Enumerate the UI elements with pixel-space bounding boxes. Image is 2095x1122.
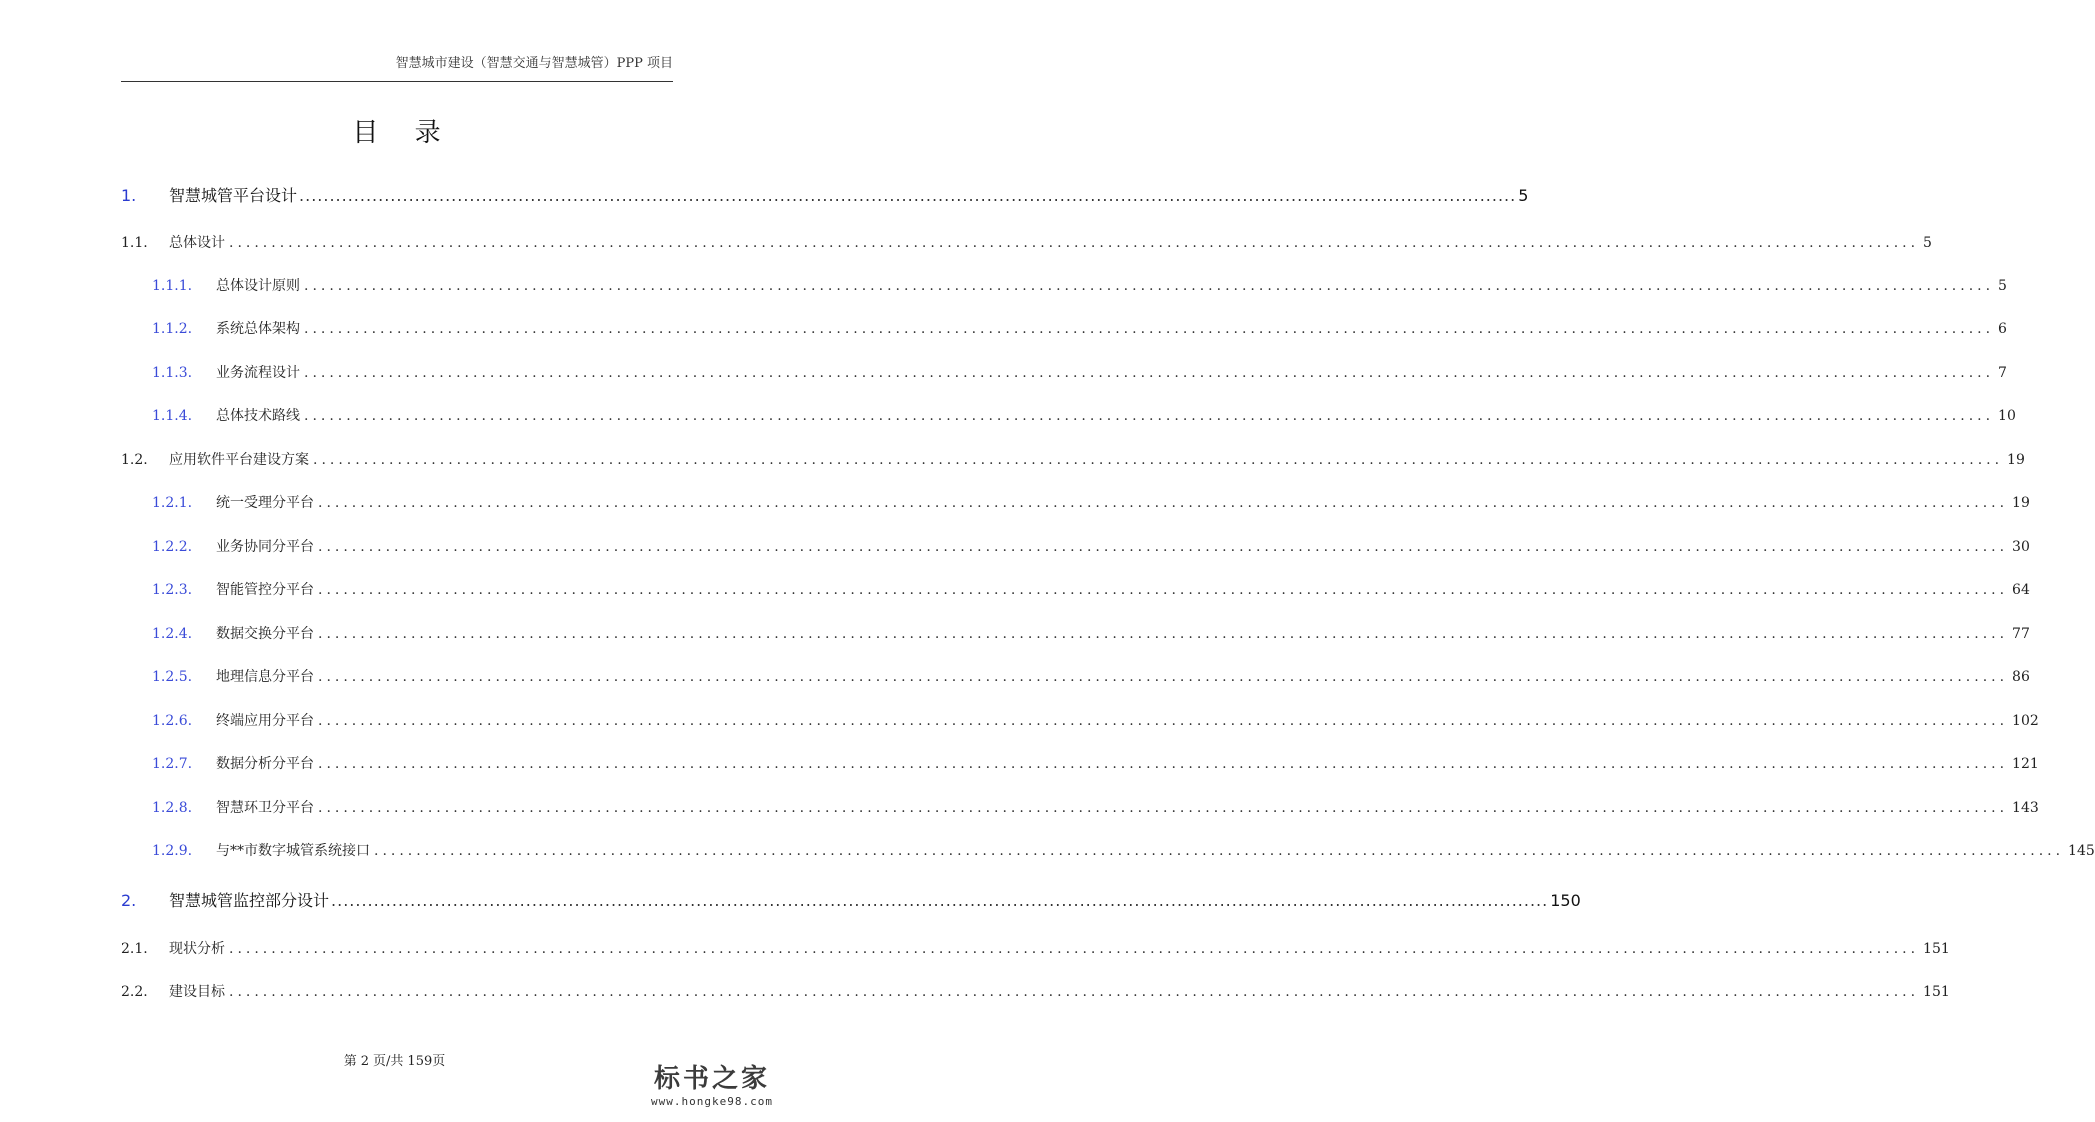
toc-entry-page: 143: [2012, 800, 2039, 816]
toc-entry-label: 总体设计原则: [216, 278, 300, 294]
toc-entry-number: 1.1.3.: [152, 365, 193, 381]
footer-prefix: 第: [343, 1054, 357, 1069]
toc-entry-label: 数据交换分平台: [216, 626, 314, 642]
toc-entry-label: 业务流程设计: [216, 365, 300, 381]
footer-current-page: 2: [360, 1054, 370, 1069]
toc-entry-level1[interactable]: [121, 183, 1529, 206]
toc-entry-label: 总体技术路线: [216, 408, 300, 424]
page-header: 智慧城市建设（智慧交通与智慧城管）PPP 项目: [395, 56, 673, 71]
toc-entry-number: 1.1.4.: [152, 408, 193, 424]
toc-entry-number: 2.: [121, 891, 137, 910]
toc-entry-label: 智慧环卫分平台: [216, 800, 314, 816]
toc-entry-label: 总体设计: [169, 235, 225, 251]
toc-entry-label: 系统总体架构: [216, 321, 300, 337]
toc-entry-page: 5: [1998, 278, 2007, 294]
toc-entry-level3[interactable]: [152, 623, 2030, 643]
toc-entry-level3[interactable]: [152, 797, 2039, 817]
footer-middle: 页/共: [373, 1054, 404, 1069]
toc-entry-number: 1.2.2.: [152, 539, 193, 555]
toc-entry-number: 1.2.9.: [152, 843, 193, 859]
toc-entry-level2[interactable]: [121, 981, 1950, 1001]
toc-dot-leader: ........................................................................................................................................................................................................: [229, 235, 1920, 251]
toc-entry-level3[interactable]: [152, 492, 2030, 512]
toc-entry-page: 7: [1998, 365, 2007, 381]
toc-entry-label: 应用软件平台建设方案: [169, 452, 309, 468]
watermark: [637, 1058, 787, 1108]
toc-entry-label: 智慧城管平台设计: [169, 186, 298, 205]
toc-entry-page: 77: [2012, 626, 2030, 642]
toc-dot-leader: ........................................................................................................................................................................................................: [318, 539, 2009, 555]
toc-dot-leader: ........................................................................................................................................................................................................: [318, 713, 2009, 729]
toc-entry-level3[interactable]: [152, 318, 2007, 338]
header-rule: [121, 81, 673, 82]
toc-entry-page: 145: [2068, 843, 2095, 859]
toc-dot-leader: ........................................................................................................................................................................................................: [318, 756, 2009, 772]
toc-dot-leader: ........................................................................................................................................................................................................: [318, 669, 2009, 685]
toc-entry-level3[interactable]: [152, 536, 2030, 556]
toc-entry-number: 1.2.3.: [152, 582, 193, 598]
toc-entry-label: 现状分析: [169, 941, 225, 957]
toc-title: 目 录: [352, 118, 455, 148]
toc-entry-level3[interactable]: [152, 753, 2039, 773]
toc-entry-page: 6: [1998, 321, 2007, 337]
toc-entry-label: 建设目标: [169, 984, 225, 1000]
toc-entry-page: 121: [2012, 756, 2039, 772]
toc-entry-label: 统一受理分平台: [216, 495, 314, 511]
toc-entry-level3[interactable]: [152, 840, 2095, 860]
toc-dot-leader: ........................................................................................................................................................................................................: [374, 843, 2065, 859]
toc-entry-level3[interactable]: [152, 405, 2016, 425]
toc-entry-page: 19: [2007, 452, 2025, 468]
toc-dot-leader: ........................................................................................................................................................................................................: [304, 365, 1995, 381]
toc-entry-number: 1.: [121, 186, 137, 205]
toc-entry-number: 2.1.: [121, 941, 148, 957]
watermark-logo: 标书之家: [653, 1064, 770, 1094]
toc-entry-page: 86: [2012, 669, 2030, 685]
toc-dot-leader: ........................................................................................................................................................................................................: [299, 186, 1517, 205]
footer-total-pages: 159页: [407, 1054, 446, 1069]
toc-entry-level2[interactable]: [121, 938, 1950, 958]
toc-dot-leader: ........................................................................................................................................................................................................: [229, 984, 1920, 1000]
toc-entry-page: 10: [1998, 408, 2016, 424]
toc-entry-page: 102: [2012, 713, 2039, 729]
toc-dot-leader: ........................................................................................................................................................................................................: [313, 452, 2004, 468]
toc-entry-label: 地理信息分平台: [216, 669, 314, 685]
toc-dot-leader: ........................................................................................................................................................................................................: [318, 800, 2009, 816]
watermark-url: www.hongke98.com: [651, 1095, 773, 1108]
toc-entry-label: 业务协同分平台: [216, 539, 314, 555]
toc-entry-number: 1.1.2.: [152, 321, 193, 337]
toc-entry-level3[interactable]: [152, 666, 2030, 686]
toc-dot-leader: ........................................................................................................................................................................................................: [318, 582, 2009, 598]
toc-entry-number: 1.1.1.: [152, 278, 193, 294]
toc-entry-number: 1.2.: [121, 452, 148, 468]
toc-dot-leader: ........................................................................................................................................................................................................: [229, 941, 1920, 957]
toc-entry-page: 150: [1550, 891, 1581, 910]
toc-entry-number: 1.2.8.: [152, 800, 193, 816]
toc-entry-page: 151: [1923, 984, 1950, 1000]
toc-dot-leader: ........................................................................................................................................................................................................: [331, 891, 1549, 910]
toc-entry-label: 数据分析分平台: [216, 756, 314, 772]
toc-dot-leader: ........................................................................................................................................................................................................: [304, 321, 1995, 337]
toc-entry-level2[interactable]: [121, 232, 1932, 252]
toc-entry-number: 1.2.5.: [152, 669, 193, 685]
toc-entry-page: 30: [2012, 539, 2030, 555]
toc-dot-leader: ........................................................................................................................................................................................................: [304, 278, 1995, 294]
toc-entry-level1[interactable]: [121, 888, 1581, 911]
toc-entry-level3[interactable]: [152, 710, 2039, 730]
toc-dot-leader: ........................................................................................................................................................................................................: [318, 495, 2009, 511]
toc-entry-number: 1.2.4.: [152, 626, 193, 642]
toc-entry-number: 1.2.1.: [152, 495, 193, 511]
toc-entry-number: 1.2.6.: [152, 713, 193, 729]
toc-entry-level3[interactable]: [152, 579, 2030, 599]
toc-entry-label: 终端应用分平台: [216, 713, 314, 729]
toc-entry-label: 与**市数字城管系统接口: [216, 843, 370, 859]
toc-entry-page: 64: [2012, 582, 2030, 598]
toc-entry-page: 19: [2012, 495, 2030, 511]
toc-dot-leader: ........................................................................................................................................................................................................: [304, 408, 1995, 424]
toc-entry-number: 1.1.: [121, 235, 148, 251]
toc-entry-level3[interactable]: [152, 362, 2007, 382]
toc-entry-level3[interactable]: [152, 275, 2007, 295]
toc-entry-level2[interactable]: [121, 449, 2025, 469]
toc-dot-leader: ........................................................................................................................................................................................................: [318, 626, 2009, 642]
toc-entry-label: 智慧城管监控部分设计: [169, 891, 330, 910]
toc-entry-label: 智能管控分平台: [216, 582, 314, 598]
toc-entry-page: 5: [1518, 186, 1529, 205]
toc-entry-page: 5: [1923, 235, 1932, 251]
toc-entry-number: 2.2.: [121, 984, 148, 1000]
toc-entry-number: 1.2.7.: [152, 756, 193, 772]
toc-entry-page: 151: [1923, 941, 1950, 957]
